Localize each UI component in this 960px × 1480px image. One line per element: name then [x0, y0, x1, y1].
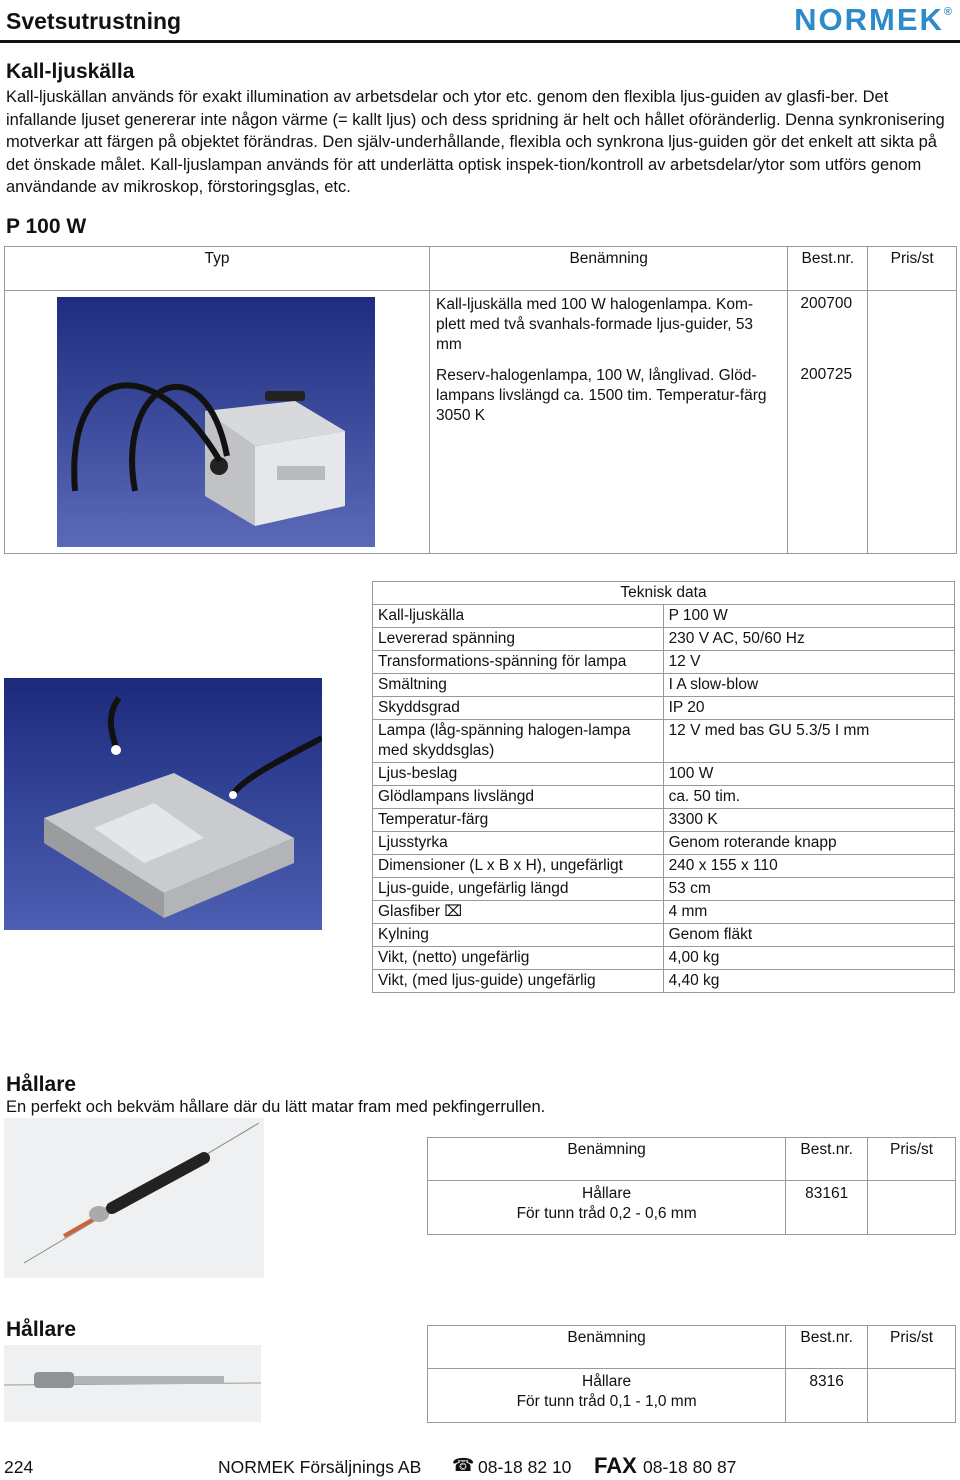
product-image-cell — [5, 291, 430, 554]
tech-key: Ljus-guide, ungefärlig längd — [373, 878, 664, 901]
tech-value: Genom fläkt — [663, 924, 954, 947]
table-row — [373, 697, 955, 720]
tech-title: Teknisk data — [373, 582, 955, 605]
hallare-table-1 — [427, 1137, 956, 1235]
tech-key: Dimensioner (L x B x H), ungefärligt — [373, 855, 664, 878]
item-name: Hållare — [582, 1373, 632, 1390]
row2-bestnr: 200725 — [788, 362, 868, 554]
tech-value: 3300 K — [663, 809, 954, 832]
logo-text: NORMEK — [794, 2, 944, 37]
tech-value: 230 V AC, 50/60 Hz — [663, 628, 954, 651]
page-title: Svetsutrustning — [6, 8, 182, 34]
tech-table — [372, 581, 955, 993]
hallare-table-2 — [427, 1325, 956, 1423]
tech-value: 4,40 kg — [663, 970, 954, 993]
section-title-hallare-2: Hållare — [6, 1318, 77, 1341]
row1-benamning: Kall-ljuskälla med 100 W halogenlampa. Kom-plett med två svanhals-formade ljus-guider, 53 mm — [430, 291, 788, 362]
table-row — [373, 674, 955, 697]
tech-value: 100 W — [663, 763, 954, 786]
row1-bestnr: 200700 — [788, 291, 868, 362]
table-row — [373, 924, 955, 947]
product-table-header — [5, 247, 957, 291]
fax-label: FAX — [594, 1453, 637, 1478]
tech-key: Temperatur-färg — [373, 809, 664, 832]
table-row — [373, 832, 955, 855]
fixture-photo — [4, 678, 322, 930]
tech-value: 4 mm — [663, 901, 954, 924]
tech-key: Vikt, (netto) ungefärlig — [373, 947, 664, 970]
tech-value: 240 x 155 x 110 — [663, 855, 954, 878]
header-benamning: Benämning — [428, 1138, 786, 1181]
tech-value: P 100 W — [663, 605, 954, 628]
tech-value: 53 cm — [663, 878, 954, 901]
item-pris — [868, 1181, 956, 1235]
header-pris: Pris/st — [868, 1326, 956, 1369]
tech-value: I A slow-blow — [663, 674, 954, 697]
table-row — [373, 855, 955, 878]
header-benamning: Benämning — [428, 1326, 786, 1369]
light-source-photo — [5, 291, 429, 553]
company-name: NORMEK Försäljnings AB — [218, 1457, 422, 1477]
header-bestnr: Best.nr. — [786, 1138, 868, 1181]
tech-key: Levererad spänning — [373, 628, 664, 651]
table-row — [428, 1369, 956, 1423]
section-title-kall-ljuskalla: Kall-ljuskälla — [6, 60, 135, 83]
tech-key: Ljusstyrka — [373, 832, 664, 855]
model-heading: P 100 W — [6, 215, 87, 238]
tech-key: Lampa (låg-spänning halogen-lampa med skyddsglas) — [373, 720, 664, 763]
page-footer — [0, 1455, 960, 1480]
item-description — [428, 1181, 786, 1235]
table-row — [373, 786, 955, 809]
section-title-hallare-1: Hållare — [6, 1073, 77, 1096]
tech-key: Skyddsgrad — [373, 697, 664, 720]
item-spec: För tunn tråd 0,1 - 1,0 mm — [516, 1393, 697, 1410]
tech-value: Genom roterande knapp — [663, 832, 954, 855]
header-divider — [0, 40, 960, 43]
tech-key: Kylning — [373, 924, 664, 947]
phone-number: 08-18 82 10 — [478, 1457, 572, 1477]
table-row — [373, 970, 955, 993]
page-number: 224 — [4, 1457, 34, 1477]
tech-key: Vikt, (med ljus-guide) ungefärlig — [373, 970, 664, 993]
header-benamning: Benämning — [430, 247, 788, 291]
header-pris: Pris/st — [868, 1138, 956, 1181]
tech-key: Smältning — [373, 674, 664, 697]
table-row — [373, 901, 955, 924]
table-row — [373, 720, 955, 763]
phone-icon: ☎ — [452, 1455, 475, 1475]
row2-pris — [868, 362, 957, 554]
item-description — [428, 1369, 786, 1423]
table-header-row — [428, 1138, 956, 1181]
item-pris — [868, 1369, 956, 1423]
table-row — [5, 291, 957, 362]
table-row — [373, 947, 955, 970]
header-bestnr: Best.nr. — [786, 1326, 868, 1369]
holder-photo-2 — [4, 1345, 261, 1422]
product-table — [4, 246, 957, 554]
table-row — [373, 651, 955, 674]
tech-value: ca. 50 tim. — [663, 786, 954, 809]
tech-key: Ljus-beslag — [373, 763, 664, 786]
item-spec: För tunn tråd 0,2 - 0,6 mm — [516, 1205, 697, 1222]
table-row — [373, 628, 955, 651]
header-pris: Pris/st — [868, 247, 957, 291]
hallare-description: En perfekt och bekväm hållare där du lätt matar fram med pekfingerrullen. — [6, 1098, 546, 1116]
brand-logo — [794, 2, 952, 38]
table-header-row — [428, 1326, 956, 1369]
intro-paragraph: Kall-ljuskällan används för exakt illumination av arbetsdelar och ytor etc. genom den flexibla ljus-guiden av glasfi-ber. Det infallande ljuset genererar inte någon värme (= kallt ljus) och dess spridning är helt och hållet oföränderlig. Denna synkronisering motverkar att färgen på objektet förändras. Den själv-underhållande, flexibla och synkrona ljus-guiden gör det enkelt att sikta på det önskade målet. Kall-ljuslampan används för att underlätta optisk inspek-tion/kontroll av arbetsdelar/ytor som utförs genom användande av mikroskop, förstoringsglas, etc. — [6, 88, 945, 196]
row1-pris — [868, 291, 957, 362]
tech-key: Kall-ljuskälla — [373, 605, 664, 628]
holder-photo-1 — [4, 1118, 264, 1278]
tech-key: Glödlampans livslängd — [373, 786, 664, 809]
table-row — [373, 809, 955, 832]
row2-benamning: Reserv-halogenlampa, 100 W, långlivad. Glöd-lampans livslängd ca. 1500 tim. Temperatur-färg 3050 K — [430, 362, 788, 554]
tech-value: 4,00 kg — [663, 947, 954, 970]
table-row — [373, 605, 955, 628]
item-name: Hållare — [582, 1185, 632, 1202]
tech-key: Glasfiber ⌧ — [373, 901, 664, 924]
tech-value: IP 20 — [663, 697, 954, 720]
item-bestnr: 83161 — [786, 1181, 868, 1235]
fax-number: 08-18 80 87 — [643, 1457, 737, 1477]
item-bestnr: 8316 — [786, 1369, 868, 1423]
tech-header-row — [373, 582, 955, 605]
tech-key: Transformations-spänning för lampa — [373, 651, 664, 674]
table-row — [373, 878, 955, 901]
header-typ: Typ — [5, 247, 430, 291]
header-bestnr: Best.nr. — [788, 247, 868, 291]
table-row — [428, 1181, 956, 1235]
tech-value: 12 V — [663, 651, 954, 674]
registered-mark: ® — [943, 6, 952, 18]
table-row — [373, 763, 955, 786]
tech-value: 12 V med bas GU 5.3/5 I mm — [663, 720, 954, 763]
